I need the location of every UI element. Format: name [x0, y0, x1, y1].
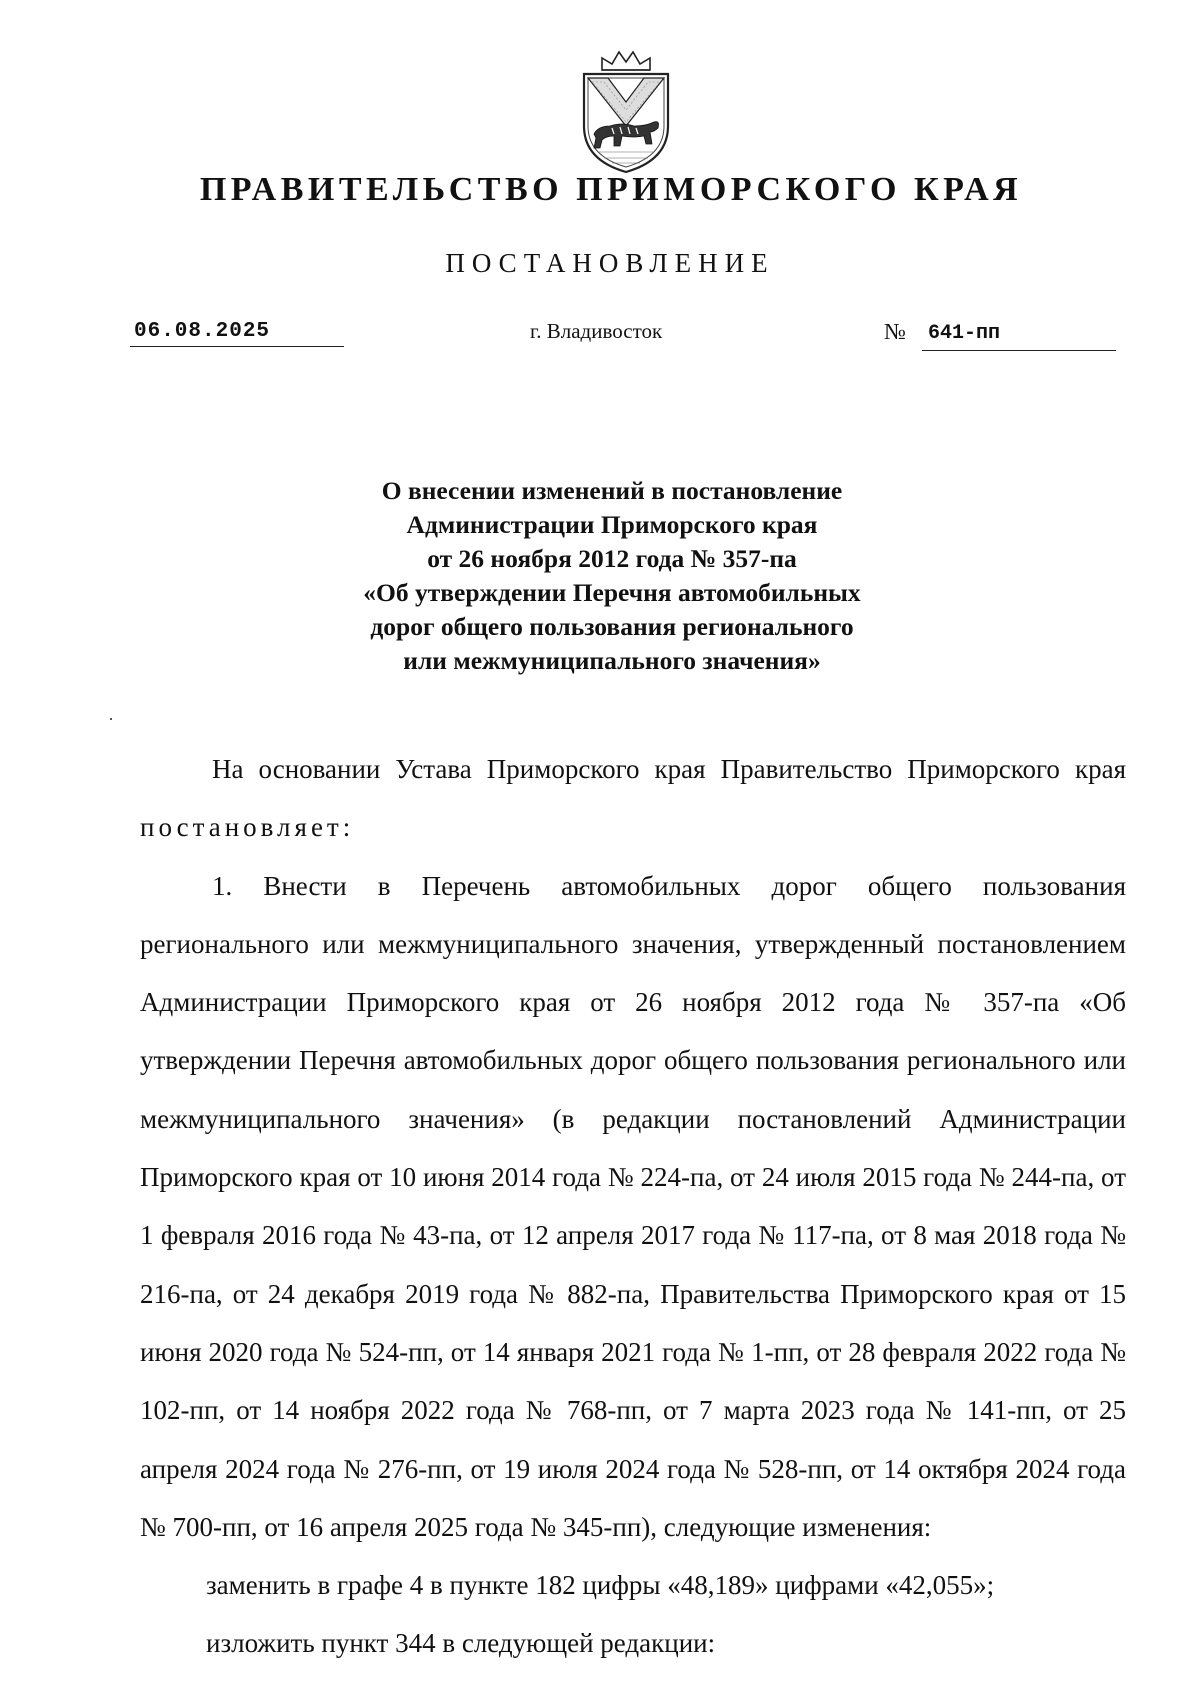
change-1-paragraph: заменить в графе 4 в пункте 182 цифры «48,189» цифрами «42,055»; [206, 1570, 995, 1601]
item-1-paragraph: 1. Внести в Перечень автомобильных дорог общего пользования регионального или межмуниципального значения, утвержденный постановлением Администрации Приморского края от 26 ноября 2012 года № 357-па «Об утверждении Перечня автомобильных дорог общего пользования регионального или межмуниципального значения» (в редакции постановлений Администрации Приморского края от 10 июня 2014 года № 224-па, от 24 июля 2015 года № 244-па, от 1 февраля 2016 года № 43-па, от 12 апреля 2017 года № 117-па, от 8 мая 2018 года № 216-па, от 24 декабря 2019 года № 882-па, Правительства Приморского края от 15 июня 2020 года № 524-пп, от 14 января 2021 года № 1-пп, от 28 февраля 2022 года № 102-пп, от 14 ноября 2022 года № 768-пп, от 7 марта 2023 года № 141-пп, от 25 апреля 2024 года № 276-пп, от 19 июля 2024 года № 528-пп, от 14 октября 2024 года № 700-пп, от 16 апреля 2025 года № 345-пп), следующие изменения: [140, 870, 1126, 1542]
intro-text: На основании Устава Приморского края Правительство Приморского края [212, 754, 1126, 784]
subject-line: дорог общего пользования регионального [370, 612, 854, 641]
subject-line: или межмуниципального значения» [403, 646, 821, 675]
subject-line: О внесении изменений в постановление [381, 476, 843, 505]
document-number: 641-пп [922, 318, 1116, 351]
organization-title: ПРАВИТЕЛЬСТВО ПРИМОРСКОГО КРАЯ [199, 171, 1023, 208]
change-2-paragraph: изложить пункт 344 в следующей редакции: [206, 1628, 716, 1659]
document-type: ПОСТАНОВЛЕНИЕ [445, 248, 775, 278]
number-sign: № [884, 319, 906, 344]
intro-end: : [342, 812, 351, 843]
decree-word: постановляет [140, 812, 343, 843]
coat-of-arms-emblem [572, 48, 680, 176]
subject-line: «Об утверждении Перечня автомобильных [363, 578, 861, 607]
document-date: 06.08.2025 [130, 318, 344, 347]
intro-paragraph [140, 740, 1126, 857]
document-number-block [884, 318, 1116, 352]
subject-line: Администрации Приморского края [406, 510, 818, 539]
subject-line: от 26 ноября 2012 года № 357-па [427, 544, 797, 573]
document-body [140, 740, 1126, 1673]
scan-artifact [110, 718, 112, 720]
document-subject [0, 474, 1200, 678]
document-city: г. Владивосток [530, 319, 663, 343]
